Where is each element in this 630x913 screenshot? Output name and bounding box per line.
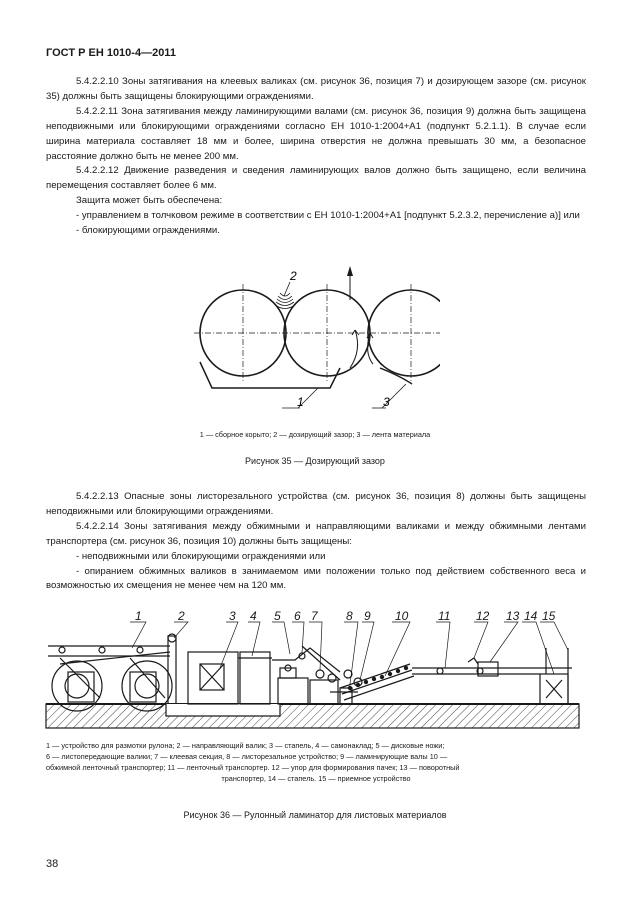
figure-35-legend: 1 — сборное корыто; 2 — дозирующий зазор; 3 — лента материала bbox=[199, 430, 431, 439]
figure-35-drawing bbox=[180, 258, 440, 418]
figure-36-legend bbox=[46, 740, 586, 784]
text-block-top bbox=[46, 75, 586, 239]
list-item: - опиранием обжимных валиков в занимаемом ими положении только под действием собственного веса и возможностью их смещения не менее чем на 120 мм. bbox=[46, 565, 586, 592]
fig36-label-5: 5 bbox=[274, 609, 281, 623]
fig35-label-1: 1 bbox=[297, 395, 304, 409]
legend-line: 1 — устройство для размотки рулона; 2 — направляющий валик; 3 — стапель, 4 — самонаклад; 5 — дисковые ножи; bbox=[46, 741, 445, 750]
fig36-label-15: 15 bbox=[542, 609, 556, 623]
fig36-label-14: 14 bbox=[524, 609, 538, 623]
figure-36-drawing bbox=[40, 608, 585, 733]
page-number: 38 bbox=[46, 858, 59, 870]
fig36-label-8: 8 bbox=[346, 609, 353, 623]
paragraph: 5.4.2.2.14 Зоны затягивания между обжимными и направляющими валиками и между обжимными лентами транспортера (см. рисунок 36, позиция 10) должны быть защищены: bbox=[46, 520, 586, 547]
paragraph: 5.4.2.2.10 Зоны затягивания на клеевых валиках (см. рисунок 36, позиция 7) и дозирующем зазоре (см. рисунок 35) должны быть защищены блокирующими ограждениями. bbox=[46, 76, 586, 102]
list-item: - управлением в толчковом режиме в соответствии с ЕН 1010-1:2004+А1 [подпункт 5.2.3.2, перечисление а)] или bbox=[76, 210, 580, 222]
paragraph: Защита может быть обеспечена: bbox=[76, 195, 223, 207]
legend-line: 6 — листопередающие валики; 7 — клеевая секция, 8 — листорезальное устройство; 9 — ламинирующие валы 10 — bbox=[46, 752, 448, 761]
fig36-label-7: 7 bbox=[311, 609, 318, 623]
fig36-label-11: 11 bbox=[438, 609, 451, 623]
fig36-label-2: 2 bbox=[178, 609, 185, 623]
fig36-label-12: 12 bbox=[476, 609, 490, 623]
legend-line: обжимной ленточный транспортер; 11 — ленточный транспортер. 12 — упор для формирования пачек; 13 — поворотный bbox=[46, 763, 460, 772]
figure-35-caption: Рисунок 35 — Дозирующий зазор bbox=[245, 456, 385, 466]
legend-line: транспортер, 14 — стапель. 15 — приемное устройство bbox=[221, 774, 411, 783]
fig36-label-1: 1 bbox=[135, 609, 142, 623]
text-block-mid bbox=[46, 490, 586, 594]
fig36-label-6: 6 bbox=[294, 609, 301, 623]
fig36-label-10: 10 bbox=[395, 609, 409, 623]
paragraph: 5.4.2.2.11 Зона затягивания между ламинирующими валами (см. рисунок 36, позиция 9) должна быть защищена неподвижными или блокирующими ограждениями согласно ЕН 1010-1:2004+А1 (подпункт 5.2.1.1). В случае если ширина материала составляет 18 мм и более, ширина отверстия не должна превышать 30 мм, а безопасное расстояние должно быть не менее 200 мм. bbox=[46, 105, 586, 162]
list-item: - неподвижными или блокирующими ограждениями или bbox=[76, 550, 326, 562]
fig35-label-2: 2 bbox=[290, 269, 297, 283]
fig36-label-13: 13 bbox=[506, 609, 520, 623]
fig36-label-9: 9 bbox=[364, 609, 371, 623]
paragraph: 5.4.2.2.13 Опасные зоны листорезального устройства (см. рисунок 36, позиция 8) должны быть защищены неподвижными или блокирующими ограждениями. bbox=[46, 491, 586, 517]
figure-36-caption: Рисунок 36 — Рулонный ламинатор для листовых материалов bbox=[183, 810, 447, 820]
fig35-label-3: 3 bbox=[383, 395, 390, 409]
list-item: - блокирующими ограждениями. bbox=[76, 225, 220, 237]
paragraph: 5.4.2.2.12 Движение разведения и сведения ламинирующих валов должно быть защищено, если величина перемещения составляет более 6 мм. bbox=[46, 165, 586, 192]
fig36-label-4: 4 bbox=[250, 609, 257, 623]
fig36-label-3: 3 bbox=[229, 609, 236, 623]
document-header: ГОСТ Р ЕН 1010-4—2011 bbox=[46, 47, 176, 59]
